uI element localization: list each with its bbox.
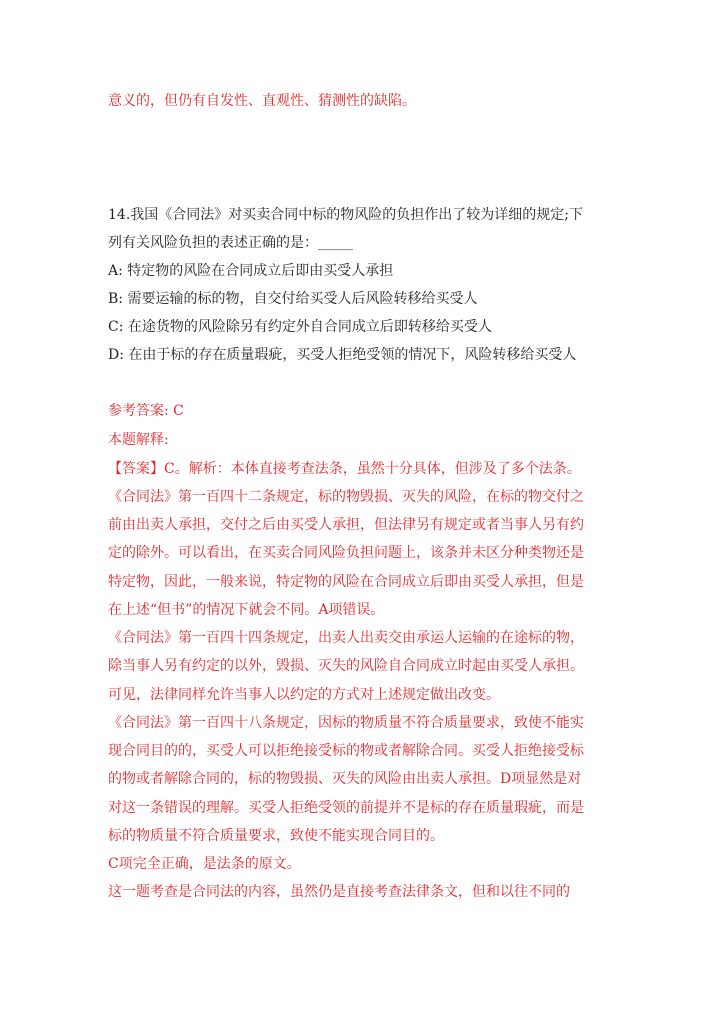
explanation-line: 除当事人另有约定的以外，毁损、灭失的风险自合同成立时起由买受人承担。	[108, 658, 584, 674]
option-b: B: 需要运输的标的物，自交付给买受人后风险转移给买受人	[108, 291, 478, 307]
explanation-line: 定的除外。可以看出，在买卖合同风险负担问题上，该条并未区分种类物还是	[108, 545, 584, 561]
option-c: C: 在途货物的风险除另有约定外自合同成立后即转移给买受人	[108, 319, 492, 335]
explanation-line: C项完全正确，是法条的原文。	[108, 856, 301, 872]
explanation-line: 在上述“但书”的情况下就会不同。A项错误。	[108, 602, 385, 618]
explanation-line: 可见，法律同样允许当事人以约定的方式对上述规定做出改变。	[108, 687, 500, 703]
explanation-line: 【答案】C。解析：本体直接考查法条，虽然十分具体，但涉及了多个法条。	[108, 461, 581, 477]
answer-label: 参考答案: C	[108, 403, 184, 419]
explanation-label: 本题解释:	[108, 432, 169, 448]
explanation-line: 现合同目的的，买受人可以拒绝接受标的物或者解除合同。买受人拒绝接受标	[108, 743, 584, 759]
explanation-line: 《合同法》第一百四十八条规定，因标的物质量不符合质量要求，致使不能实	[108, 715, 584, 731]
question-stem-line-2: 列有关风险负担的表述正确的是：_____	[108, 235, 353, 251]
option-a: A: 特定物的风险在合同成立后即由买受人承担	[108, 263, 394, 279]
explanation-line: 标的物质量不符合质量要求，致使不能实现合同目的。	[108, 828, 444, 844]
explanation-line: 对这一条错误的理解。买受人拒绝受领的前提并不是标的存在质量瑕疵，而是	[108, 800, 584, 816]
option-d: D: 在由于标的存在质量瑕疵，买受人拒绝受领的情况下，风险转移给买受人	[108, 347, 577, 363]
explanation-line: 前由出卖人承担，交付之后由买受人承担，但法律另有规定或者当事人另有约	[108, 517, 584, 533]
explanation-line: 这一题考查是合同法的内容，虽然仍是直接考查法律条文，但和以往不同的	[108, 884, 570, 900]
explanation-line: 《合同法》第一百四十二条规定，标的物毁损、灭失的风险，在标的物交付之	[108, 489, 584, 505]
explanation-line: 《合同法》第一百四十四条规定，出卖人出卖交由承运人运输的在途标的物，	[108, 630, 584, 646]
explanation-line: 的物或者解除合同的，标的物毁损、灭失的风险由出卖人承担。D项显然是对	[108, 771, 582, 787]
intro-tail-text: 意义的，但仍有自发性、直观性、猜测性的缺陷。	[108, 93, 416, 109]
explanation-line: 特定物，因此，一般来说，特定物的风险在合同成立后即由买受人承担，但是	[108, 574, 584, 590]
question-stem-line-1: 14.我国《合同法》对买卖合同中标的物风险的负担作出了较为详细的规定;下	[108, 207, 583, 223]
